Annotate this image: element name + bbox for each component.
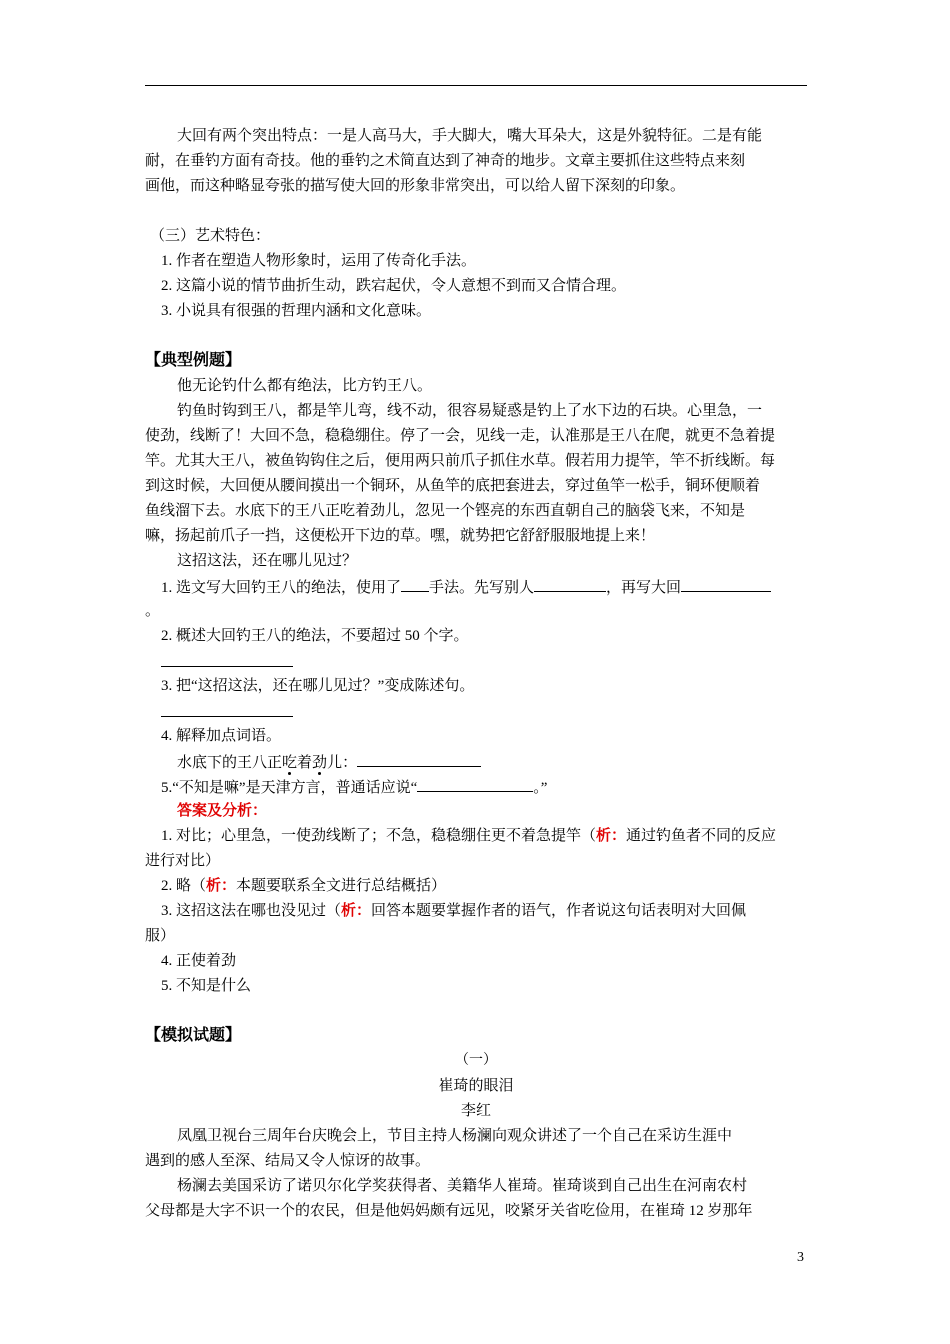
answer-blank[interactable]: [401, 576, 429, 592]
article-author: 李红: [460, 1103, 491, 1119]
article-title: 崔琦的眼泪: [438, 1078, 514, 1094]
passage-line: 钓鱼时钩到王八，都是竿儿弯，线不动，很容易疑惑是钓上了水下边的石块。心里急，一: [177, 403, 763, 419]
answer-1: 1. 对比；心里急，一使劲线断了；不急，稳稳绷住更不着急提竿（析：通过钓鱼者不同的反应: [161, 828, 777, 844]
question-3: 3. 把“这招这法，还在哪儿见过？”变成陈述句。: [161, 678, 475, 694]
question-1-end: 。: [145, 603, 161, 619]
article-line: 遇到的感人至深、结局又令人惊讶的故事。: [145, 1153, 431, 1169]
mock-heading: 【模拟试题】: [145, 1027, 242, 1044]
article-line: 父母都是大字不识一个的农民，但是他妈妈颇有远见，咬紧牙关省吃俭用，在崔琦 12 岁那年: [145, 1203, 753, 1219]
section-heading: （三）艺术特色：: [150, 228, 271, 244]
question-5: 5.“不知是嘛”是天津方言，普通话应说“ 。”: [161, 776, 547, 798]
dotted-word: 吃: [282, 755, 298, 771]
question-2: 2. 概述大回钓王八的绝法，不要超过 50 个字。: [161, 628, 469, 644]
answer-5: 5. 不知是什么: [161, 978, 252, 994]
analysis-line: 大回有两个突出特点：一是人高马大，手大脚大，嘴大耳朵大，这是外貌特征。二是有能: [177, 128, 763, 144]
passage-line: 到这时候，大回便从腰间摸出一个铜环，从鱼竿的底把套进去，穿过鱼竿一松手，铜环便顺着: [145, 478, 761, 494]
mock-number: （一）: [455, 1053, 497, 1068]
answer-2: 2. 略（析：本题要联系全文进行总结概括）: [161, 878, 447, 894]
answer-blank[interactable]: [357, 751, 481, 767]
list-item: 2. 这篇小说的情节曲折生动，跌宕起伏，令人意想不到而又合情合理。: [161, 278, 627, 294]
answer-line[interactable]: [161, 701, 293, 723]
answer-3-cont: 服）: [145, 928, 176, 944]
list-item: 3. 小说具有很强的哲理内涵和文化意味。: [161, 303, 432, 319]
page-number: 3: [797, 1250, 804, 1265]
answer-blank[interactable]: [417, 776, 533, 792]
passage-line: 使劲，线断了！大回不急，稳稳绷住。停了一会，见线一走，认准那是王八在爬，就更不急着提: [145, 428, 776, 444]
answer-line[interactable]: [161, 651, 293, 673]
passage-line: 鱼线溜下去。水底下的王八正吃着劲儿，忽见一个铿亮的东西直朝自己的脑袋飞来，不知是: [145, 503, 746, 519]
passage-line: 嘛，扬起前爪子一挡，这便松开下边的草。嘿，就势把它舒舒服服地提上来！: [145, 528, 656, 544]
example-heading: 【典型例题】: [145, 352, 242, 369]
article-line: 凤凰卫视台三周年台庆晚会上，节目主持人杨澜向观众讲述了一个自己在采访生涯中: [177, 1128, 733, 1144]
answer-1-cont: 进行对比）: [145, 853, 221, 869]
question-4-sentence: 水底下的王八正吃着劲儿：: [177, 751, 481, 773]
question-4: 4. 解释加点词语。: [161, 728, 282, 744]
answer-3: 3. 这招这法在哪也没见过（析：回答本题要掌握作者的语气，作者说这句话表明对大回佩: [161, 903, 747, 919]
dotted-word: 劲: [312, 755, 328, 771]
analysis-line: 耐，在垂钓方面有奇技。他的垂钓之术简直达到了神奇的地步。文章主要抓住这些特点来刻: [145, 153, 746, 169]
passage-line: 竿。尤其大王八，被鱼钩钩住之后，便用两只前爪子抓住水草。假若用力提竿，竿不折线断。每: [145, 453, 776, 469]
answer-4: 4. 正使着劲: [161, 953, 237, 969]
answer-blank[interactable]: [681, 576, 771, 592]
article-line: 杨澜去美国采访了诺贝尔化学奖获得者、美籍华人崔琦。崔琦谈到自己出生在河南农村: [177, 1178, 748, 1194]
answer-heading: 答案及分析：: [177, 803, 268, 819]
list-item: 1. 作者在塑造人物形象时，运用了传奇化手法。: [161, 253, 477, 269]
question-1: 1. 选文写大回钓王八的绝法，使用了 手法。先写别人 ，再写大回: [161, 576, 771, 598]
passage-line: 这招这法，还在哪儿见过？: [177, 553, 358, 569]
analysis-line: 画他，而这种略显夸张的描写使大回的形象非常突出，可以给人留下深刻的印象。: [145, 178, 686, 194]
answer-blank[interactable]: [534, 576, 606, 592]
header-rule: [145, 85, 807, 86]
passage-line: 他无论钓什么都有绝法，比方钓王八。: [177, 378, 433, 394]
